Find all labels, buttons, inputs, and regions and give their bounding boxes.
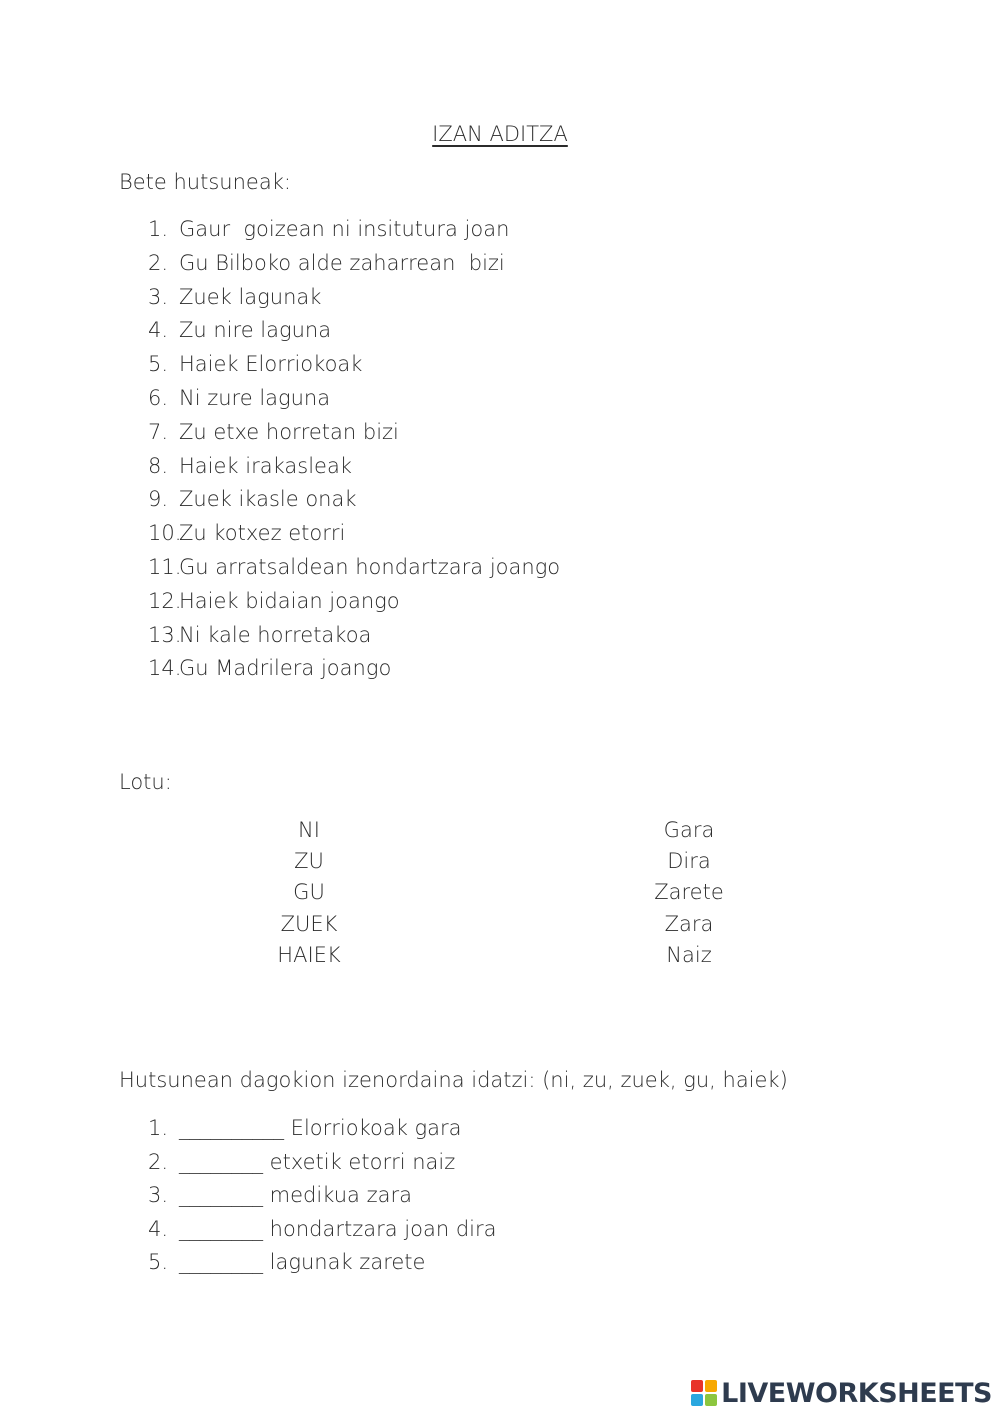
item-text: Ni zure laguna [179, 385, 331, 410]
item-number: 7. [148, 419, 169, 444]
list-item [148, 551, 560, 585]
item-text: Zuek ikasle onak [179, 487, 357, 512]
pronoun-item: HAIEK [277, 942, 341, 967]
item-text: ________ lagunak zarete [179, 1250, 426, 1275]
list-item [148, 585, 560, 619]
pronoun-item: ZUEK [280, 911, 338, 936]
list-item [148, 483, 560, 517]
fill-blanks-label: Bete hutsuneak: [119, 170, 291, 194]
list-item [148, 1246, 496, 1280]
item-number: 13. [148, 622, 182, 647]
item-number: 4. [148, 318, 169, 343]
item-number: 11. [148, 554, 182, 579]
list-item [148, 382, 560, 416]
match-label: Lotu: [119, 770, 172, 794]
verb-column [589, 815, 789, 971]
logo-square [705, 1380, 717, 1392]
verb-item: Dira [667, 849, 711, 874]
list-item [148, 247, 560, 281]
item-text: Zuek lagunak [179, 284, 322, 309]
page-title: IZAN ADITZA [432, 122, 568, 146]
verb-item: Naiz [666, 942, 712, 967]
item-text: Ni kale horretakoa [179, 622, 372, 647]
pronoun-fill-list [148, 1112, 496, 1280]
item-text: Zu nire laguna [179, 318, 332, 343]
list-item [148, 416, 560, 450]
item-number: 3. [148, 1183, 169, 1208]
list-item [148, 652, 560, 686]
item-text: Haiek irakasleak [179, 453, 352, 478]
pronoun-item: ZU [294, 849, 324, 874]
logo-square [691, 1394, 703, 1406]
item-text: __________ Elorriokoak gara [179, 1116, 462, 1140]
pronoun-column [209, 815, 409, 971]
list-item [148, 1179, 496, 1213]
pronoun-item: NI [298, 818, 320, 842]
item-number: 3. [148, 284, 169, 309]
item-text: Gu Bilboko alde zaharrean bizi [179, 250, 505, 275]
liveworksheets-watermark [691, 1376, 992, 1410]
item-number: 4. [148, 1216, 169, 1241]
item-number: 12. [148, 588, 182, 613]
list-item [148, 517, 560, 551]
fill-blanks-list [148, 213, 560, 686]
list-item [148, 348, 560, 382]
item-number: 1. [148, 1116, 169, 1140]
item-number: 9. [148, 487, 169, 512]
item-text: Gaur goizean ni insitutura joan [179, 217, 510, 241]
item-number: 14. [148, 656, 182, 681]
item-number: 10. [148, 521, 182, 546]
verb-item: Gara [663, 818, 715, 842]
verb-item: Zara [664, 911, 714, 936]
list-item [148, 1146, 496, 1180]
item-number: 6. [148, 385, 169, 410]
watermark-text: LIVEWORKSHEETS [721, 1377, 992, 1409]
verb-item: Zarete [654, 880, 724, 905]
list-item [148, 619, 560, 653]
item-number: 8. [148, 453, 169, 478]
list-item [148, 450, 560, 484]
pronoun-fill-label: Hutsunean dagokion izenordaina idatzi: (ni, zu, zuek, gu, haiek) [119, 1068, 788, 1092]
item-text: Haiek bidaian joango [179, 588, 400, 613]
list-item [148, 1213, 496, 1247]
pronoun-item: GU [293, 880, 325, 905]
logo-square [691, 1380, 703, 1392]
item-number: 2. [148, 250, 169, 275]
item-number: 5. [148, 352, 169, 377]
logo-square [705, 1394, 717, 1406]
item-text: Zu kotxez etorri [179, 521, 346, 546]
item-text: ________ hondartzara joan dira [179, 1216, 497, 1241]
list-item [148, 281, 560, 315]
list-item [148, 213, 560, 247]
liveworksheets-logo-icon [691, 1380, 717, 1406]
item-number: 2. [148, 1149, 169, 1174]
item-text: Haiek Elorriokoak [179, 352, 363, 377]
item-text: ________ medikua zara [179, 1183, 412, 1208]
item-number: 5. [148, 1250, 169, 1275]
item-number: 1. [148, 217, 169, 241]
item-text: ________ etxetik etorri naiz [179, 1149, 456, 1174]
item-text: Gu arratsaldean hondartzara joango [179, 554, 561, 579]
item-text: Gu Madrilera joango [179, 656, 392, 681]
list-item [148, 314, 560, 348]
item-text: Zu etxe horretan bizi [179, 419, 399, 444]
list-item [148, 1112, 496, 1146]
